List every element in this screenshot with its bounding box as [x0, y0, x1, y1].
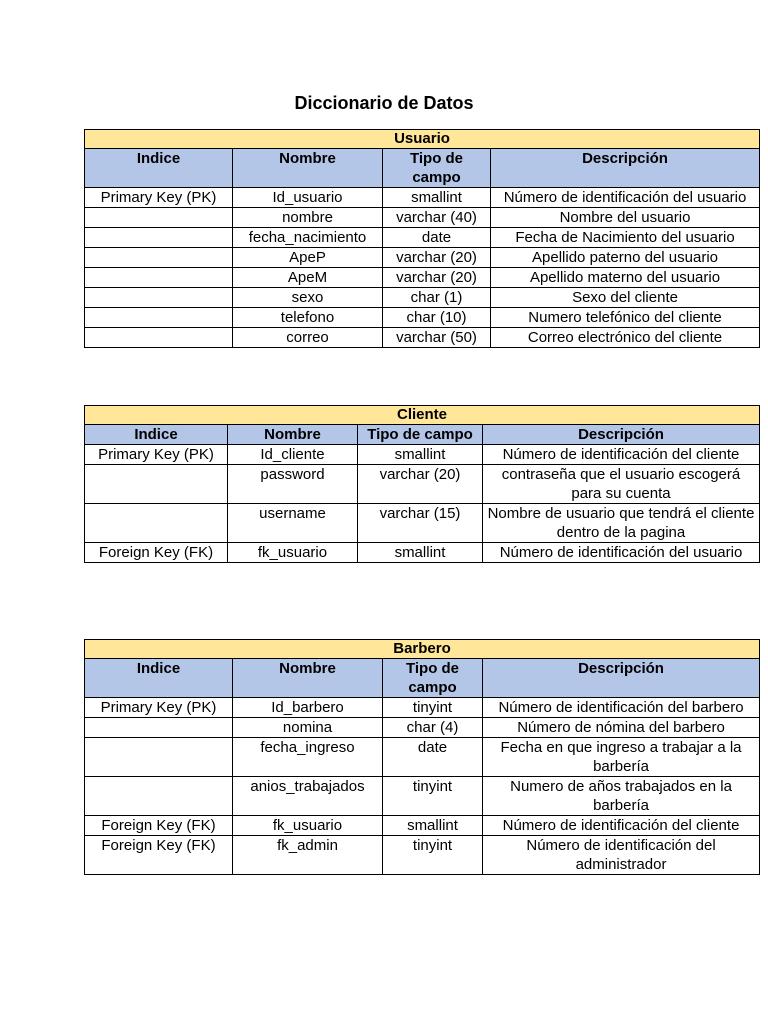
- table-row: [85, 445, 760, 465]
- column-header-descripcion: Descripción: [483, 659, 760, 698]
- cell-nombre: fk_usuario: [228, 543, 358, 563]
- cell-tipo: smallint: [358, 543, 483, 563]
- cell-descripcion: Numero de años trabajados en la barbería: [483, 777, 760, 816]
- cell-indice: [85, 718, 233, 738]
- cell-nombre: fecha_nacimiento: [233, 228, 383, 248]
- cell-indice: [85, 288, 233, 308]
- cell-descripcion: Número de identificación del cliente: [483, 445, 760, 465]
- cell-indice: Foreign Key (FK): [85, 543, 228, 563]
- barbero-table: [84, 639, 760, 875]
- cell-tipo: smallint: [383, 816, 483, 836]
- cell-descripcion: Nombre de usuario que tendrá el cliente dentro de la pagina: [483, 504, 760, 543]
- cell-tipo: varchar (20): [358, 465, 483, 504]
- cell-nombre: Id_usuario: [233, 188, 383, 208]
- table-row: [85, 836, 760, 875]
- table-row: [85, 816, 760, 836]
- cell-descripcion: Fecha de Nacimiento del usuario: [491, 228, 760, 248]
- column-header-nombre: Nombre: [233, 149, 383, 188]
- table-body: [85, 445, 760, 563]
- cell-indice: Foreign Key (FK): [85, 816, 233, 836]
- table-row: [85, 288, 760, 308]
- column-header-indice: Indice: [85, 149, 233, 188]
- column-header-nombre: Nombre: [228, 425, 358, 445]
- table-row: [85, 188, 760, 208]
- cell-nombre: Id_barbero: [233, 698, 383, 718]
- cell-indice: [85, 328, 233, 348]
- cell-indice: [85, 268, 233, 288]
- cell-descripcion: contraseña que el usuario escogerá para su cuenta: [483, 465, 760, 504]
- table-row: [85, 777, 760, 816]
- cell-tipo: varchar (20): [383, 248, 491, 268]
- column-header-descripcion: Descripción: [483, 425, 760, 445]
- cell-indice: [85, 308, 233, 328]
- table-row: [85, 504, 760, 543]
- table-row: [85, 328, 760, 348]
- cell-nombre: sexo: [233, 288, 383, 308]
- cell-descripcion: Número de identificación del usuario: [491, 188, 760, 208]
- cell-nombre: ApeM: [233, 268, 383, 288]
- cell-nombre: fk_usuario: [233, 816, 383, 836]
- column-header-nombre: Nombre: [233, 659, 383, 698]
- table-row: [85, 543, 760, 563]
- cell-nombre: fk_admin: [233, 836, 383, 875]
- cliente-table: [84, 405, 760, 563]
- cell-indice: Primary Key (PK): [85, 445, 228, 465]
- cell-indice: [85, 465, 228, 504]
- cell-nombre: anios_trabajados: [233, 777, 383, 816]
- table-body: [85, 188, 760, 348]
- cell-descripcion: Apellido materno del usuario: [491, 268, 760, 288]
- cell-tipo: varchar (50): [383, 328, 491, 348]
- column-header-indice: Indice: [85, 659, 233, 698]
- usuario-table: [84, 129, 760, 348]
- cell-descripcion: Sexo del cliente: [491, 288, 760, 308]
- cell-descripcion: Número de identificación del barbero: [483, 698, 760, 718]
- cell-descripcion: Fecha en que ingreso a trabajar a la barbería: [483, 738, 760, 777]
- table-row: [85, 268, 760, 288]
- cell-tipo: tinyint: [383, 777, 483, 816]
- cell-indice: [85, 228, 233, 248]
- cell-tipo: varchar (20): [383, 268, 491, 288]
- cell-indice: Foreign Key (FK): [85, 836, 233, 875]
- table-row: [85, 698, 760, 718]
- cell-descripcion: Número de identificación del administrador: [483, 836, 760, 875]
- cell-indice: [85, 738, 233, 777]
- cell-tipo: tinyint: [383, 836, 483, 875]
- cell-tipo: char (1): [383, 288, 491, 308]
- cell-nombre: ApeP: [233, 248, 383, 268]
- table-row: [85, 228, 760, 248]
- cell-indice: Primary Key (PK): [85, 698, 233, 718]
- column-header-tipo: Tipo de campo: [383, 659, 483, 698]
- table-body: [85, 698, 760, 875]
- cell-tipo: varchar (40): [383, 208, 491, 228]
- cell-tipo: tinyint: [383, 698, 483, 718]
- table-caption: Cliente: [85, 406, 760, 425]
- cell-tipo: char (4): [383, 718, 483, 738]
- cell-descripcion: Número de nómina del barbero: [483, 718, 760, 738]
- cell-descripcion: Numero telefónico del cliente: [491, 308, 760, 328]
- table-caption: Barbero: [85, 640, 760, 659]
- column-header-tipo: Tipo de campo: [358, 425, 483, 445]
- table-row: [85, 248, 760, 268]
- cell-nombre: fecha_ingreso: [233, 738, 383, 777]
- cell-tipo: date: [383, 228, 491, 248]
- cell-indice: [85, 777, 233, 816]
- column-header-tipo: Tipo de campo: [383, 149, 491, 188]
- cell-indice: [85, 504, 228, 543]
- cell-descripcion: Nombre del usuario: [491, 208, 760, 228]
- table-row: [85, 465, 760, 504]
- table-caption: Usuario: [85, 130, 760, 149]
- cell-indice: [85, 208, 233, 228]
- cell-indice: Primary Key (PK): [85, 188, 233, 208]
- cell-nombre: nombre: [233, 208, 383, 228]
- cell-indice: [85, 248, 233, 268]
- cell-nombre: password: [228, 465, 358, 504]
- table-row: [85, 718, 760, 738]
- cell-tipo: smallint: [383, 188, 491, 208]
- cell-nombre: nomina: [233, 718, 383, 738]
- cell-descripcion: Apellido paterno del usuario: [491, 248, 760, 268]
- column-header-descripcion: Descripción: [491, 149, 760, 188]
- cell-nombre: telefono: [233, 308, 383, 328]
- cell-tipo: char (10): [383, 308, 491, 328]
- cell-tipo: varchar (15): [358, 504, 483, 543]
- cell-tipo: date: [383, 738, 483, 777]
- table-row: [85, 308, 760, 328]
- table-row: [85, 208, 760, 228]
- table-row: [85, 738, 760, 777]
- cell-descripcion: Correo electrónico del cliente: [491, 328, 760, 348]
- cell-nombre: correo: [233, 328, 383, 348]
- column-header-indice: Indice: [85, 425, 228, 445]
- cell-tipo: smallint: [358, 445, 483, 465]
- cell-descripcion: Número de identificación del usuario: [483, 543, 760, 563]
- cell-nombre: username: [228, 504, 358, 543]
- cell-descripcion: Número de identificación del cliente: [483, 816, 760, 836]
- cell-nombre: Id_cliente: [228, 445, 358, 465]
- page-title: Diccionario de Datos: [294, 93, 474, 113]
